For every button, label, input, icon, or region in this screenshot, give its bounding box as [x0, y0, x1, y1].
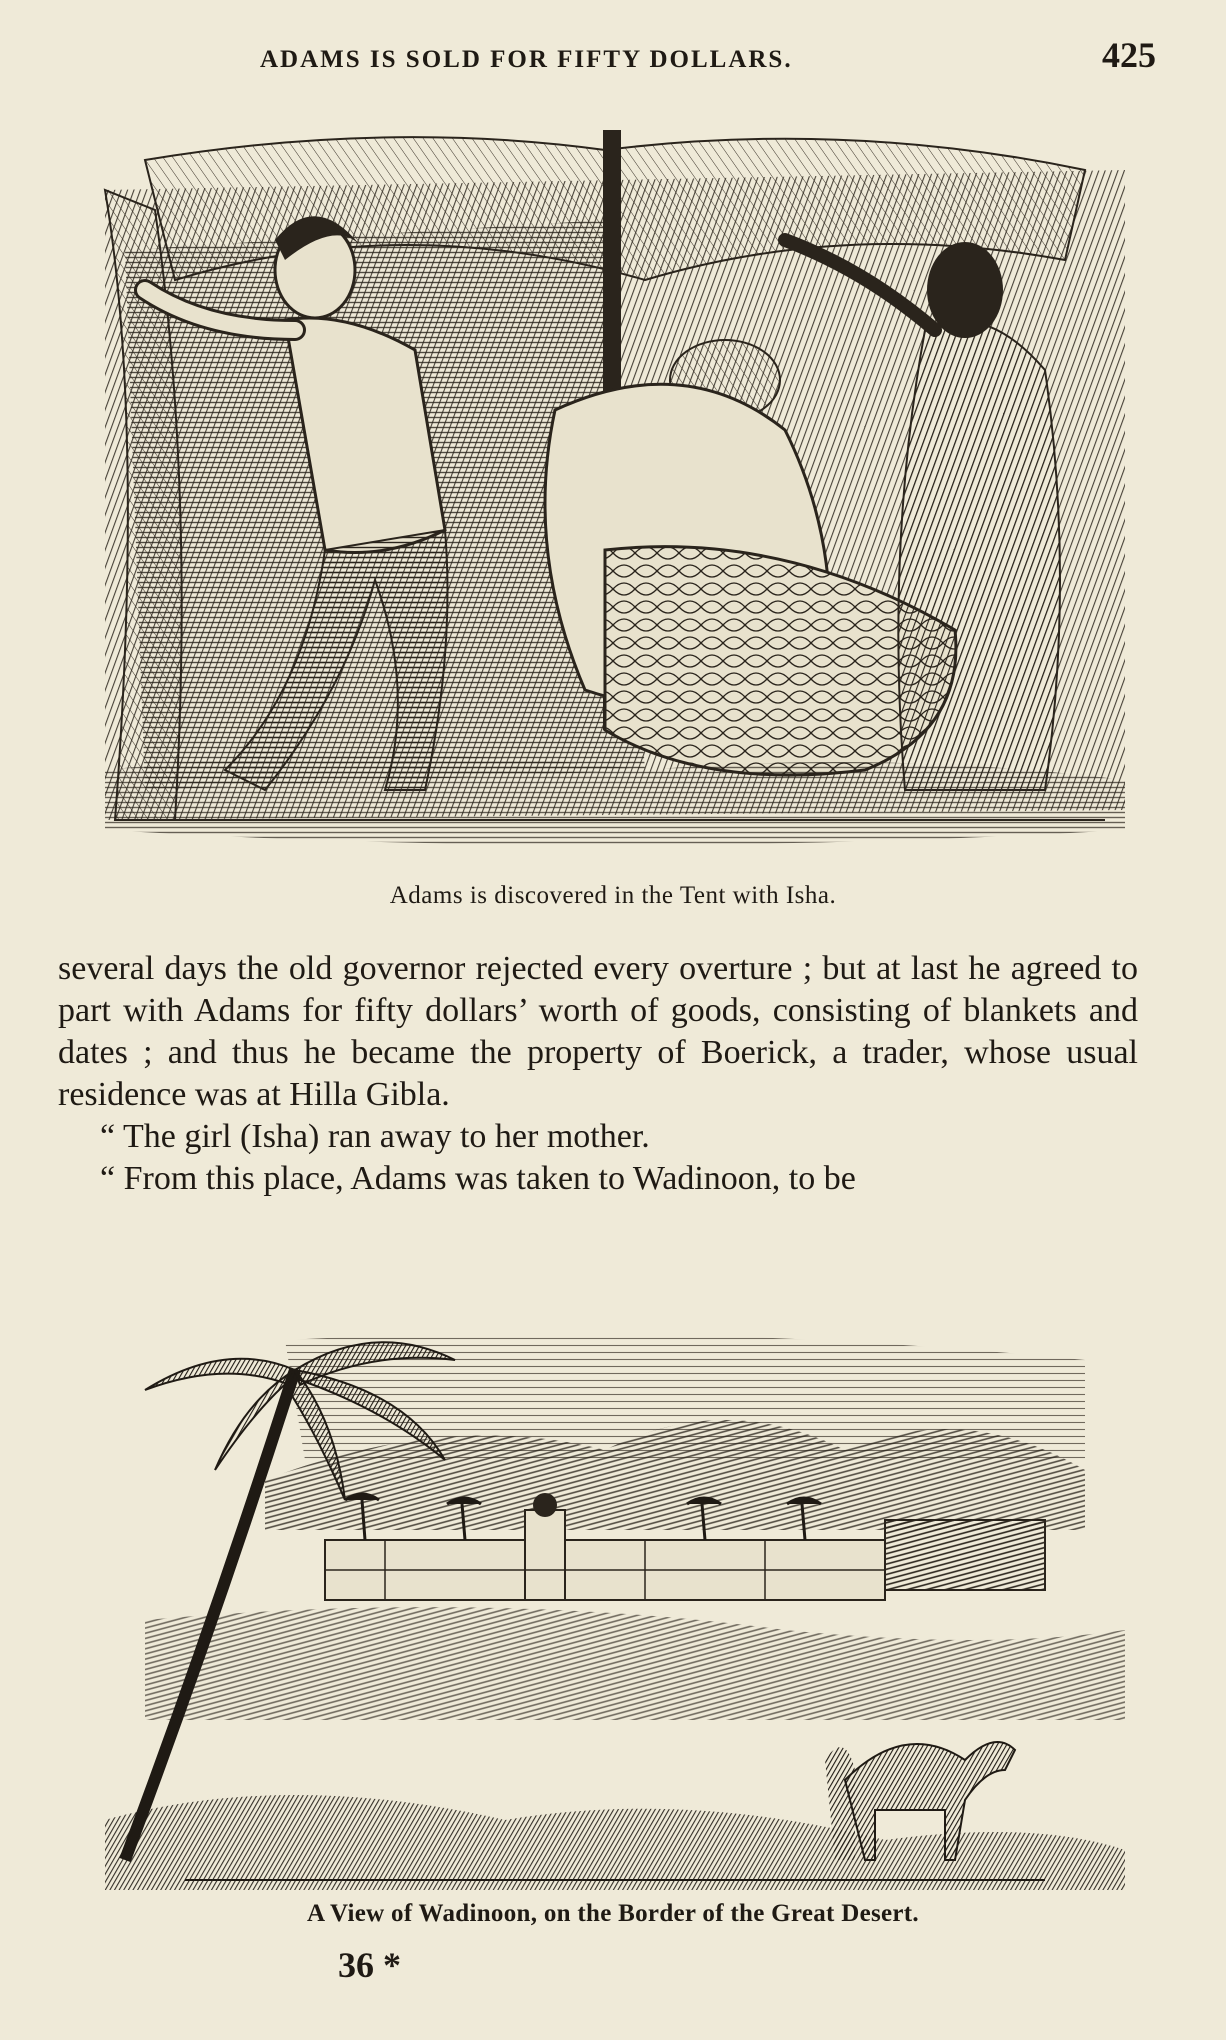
signature-mark: 36 * — [338, 1945, 401, 1985]
paragraph: “ The girl (Isha) ran away to her mother. — [100, 1118, 650, 1155]
tent-scene-caption: Adams is discovered in the Tent with Isha. — [389, 882, 837, 909]
tent-scene-engraving — [85, 130, 1145, 870]
page-header — [60, 28, 1166, 78]
paragraph: several days the old governor rejected every overture ; but at last he agreed to part with Adams for fifty dollars’ worth of goods, consisting of blankets and dates ; and thus he became the property of Boerick, a trader, whose usual residence was at Hilla Gibla. — [58, 950, 1138, 1113]
wadinoon-view-caption: A View of Wadinoon, on the Border of the Great Desert. — [306, 1900, 919, 1927]
running-title: ADAMS IS SOLD FOR FIFTY DOLLARS. — [260, 46, 793, 73]
paragraph: “ From this place, Adams was taken to Wadinoon, to be — [100, 1160, 856, 1197]
body-text — [58, 948, 1138, 1200]
page-number: 425 — [1102, 35, 1156, 75]
wadinoon-view-engraving — [85, 1300, 1145, 1890]
